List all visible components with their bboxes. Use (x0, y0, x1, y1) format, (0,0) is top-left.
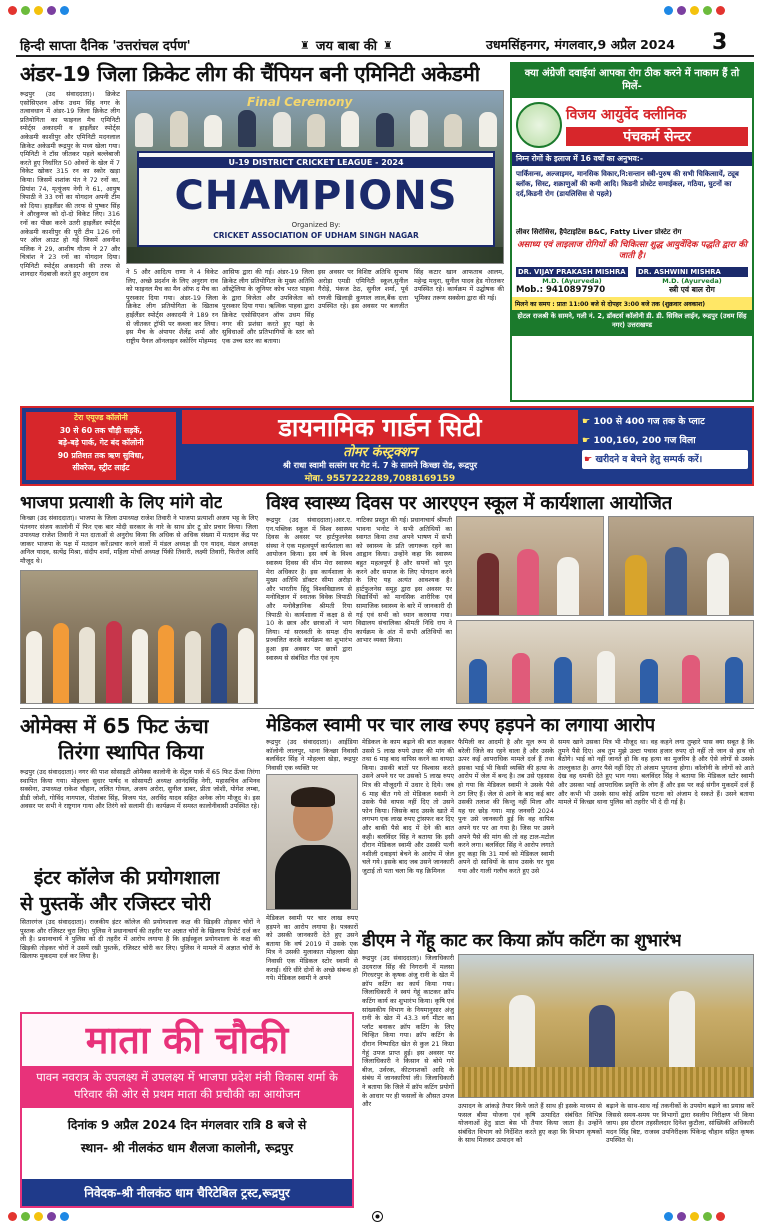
slogan-text: जय बाबा की (315, 39, 378, 54)
ad-right-item (582, 450, 748, 469)
paper-name: हिन्दी साप्ता दैनिक 'उत्तरांचल दर्पण' (20, 39, 191, 54)
story3-col2: नाटिका प्रस्तुत की गई। प्रधानाचार्य श्रीमती भावना भनोट ने सभी अतिथियों का स्वागत किया तथा अपने भाषण में सभी को स्वास्थ्य के प्रति जागरूक रहने का आह्वान किया। उन्होंने कहा कि स्वास्थ्य बहुत महत्वपूर्ण है और सपनों को पूरा करने और समाज के लिए योगदान करने के लिए यह अत्यंत आवश्यक है। हार्टफुलनेस समूह द्वारा इस अवसर पर विद्यार्थियों को मानसिक शारीरिक एवं सामाजिक स्वास्थ्य के बारे में जानकारी दी गई एवं सभी को ध्यान करवाया गया। विद्यालय संचालिका श्रीमती निधि राय ने कार्यक्रम के अंत में सभी अतिथियों का आभार व्यक्त किया। (356, 516, 452, 645)
ad-subtitle: तोमर कंस्ट्रक्शन (343, 445, 417, 460)
doctor2-degree: M.D. (Ayurveda) (662, 277, 722, 285)
story7-col1: रूद्रपुर (उद संवाददाता)। जिलाधिकारी उदयराज सिंह की निगरानी में मलसा गिरधरपुर के कृषक अंजु रानी के खेत में क्रॉप कटिंग का कार्य किया गया। जिलाधिकारी ने स्वयं गेहूं काटकर क्रॉप कटिंग कार्य का शुभारंभ किया। कृषि एवं सांख्यकीय विभाग के नियमानुसार अंजु रानी के खेत में 43.3 वर्ग मीटर का प्लॉट बनाकर क्रॉप कटिंग के लिए चिन्हित किया गया। क्रॉप कटिंग के दौरान निष्पादित खेत से कुल 21 किग्रा गेहूं उपज प्राप्त हुई। इस अवसर पर जिलाधिकारी ने किसान से बोये गये बीज, उर्वरक, कीटनाशकों आदि के संबंध में जानकारियां ली। जिलाधिकारी ने बताया कि जिले में क्रॉप कटिंग प्रयोगों के आधार पर ही फसलों के औसत उपज और (362, 954, 454, 1109)
liver-line: लीवर सिरोसिस, हैपेटाइटिस B&C, Fatty Liver प्रोस्टेट रोग (516, 228, 682, 236)
crop-cutting-photo (458, 954, 754, 1098)
dot (34, 6, 43, 15)
front-players (127, 247, 504, 263)
ayurved-ad (510, 62, 754, 402)
dot (664, 6, 673, 15)
ad-left-line: 30 से 60 तक चौड़ी सड़कें, (59, 425, 143, 435)
header-rule (16, 55, 754, 57)
story6-col4: समय खाने उसका मित्र भी मौजूद था। वह कहने लगा तुम्हारे पास क्या सबूत है कि तुमने पैसे दिए। अब तुम मुझे उल्टा पचास हजार रुपए दो नहीं तो जान से हाथ धो बैठोगे। भाई को नहीं जानते हो कि वह हत्या का मुजरिम है और ऐसे लोगों से उसके ताल्लुकात है। अगर पैसे नहीं दिए तो अंजाम भुगतना होगा। कॉलोनी के लोगों को आते देख वह धमकी देते हुए भाग गया। बलविंदर सिंह ने बताया कि मेडिकल स्टोर स्वामी और उसका भाई आपराधिक प्रवृत्ति के लोग हैं और इस पर कई संगीन मुकदमें दर्ज हैं और कभी भी उसके साथ कोई अप्रिय घटना को अंजाम दे सकते हैं। उसने बताया मामले में किच्छा थाना पुलिस को तहरीर भी दे दी गई है। (558, 738, 754, 807)
ad-left-line: 90 प्रतिशत तक ऋण सुविधा, (57, 450, 145, 460)
story6-headline: मेडिकल स्वामी पर चार लाख रुपए हड़पने का लगाया आरोप (266, 715, 655, 736)
ad-right-item (582, 431, 748, 450)
story1-headline: अंडर-19 जिला क्रिकेट लीग की चैंपियन बनी एमिनिटी अकेडमी (20, 62, 480, 86)
story6-col1b: मेडिकल स्वामी पर चार लाख रुपए हड़पने का आरोप लगाया है। पत्रकारों को उसकी जानकारी देते हुए उसने बताया कि वर्ष 2019 में उसके एक मित्र ने उसकी मुलाकात मोहल्ला खेड़ा निवासी एक मेडिकल स्टोर स्वामी से कराई। धीरे धीरे दोनों के अच्छे संबन्ध हो गये। मेडिकल स्वामी ने अपने (266, 914, 358, 983)
story2-body: किच्छा (उद संवाददाता)। भाजपा के जिला उपाध्यक्ष राजेश तिवारी ने भाजपा प्रत्याशी अजय भट्ट के लिए पंतनगर संजय कालोनी में फिर एक बार मोदी सरकार के नारे के साथ डोर टू डोर प्रचार किया। जिला उपाध्यक्ष राजेश तिवारी ने मत दाताओं से अनुरोध किया कि अधिक से अधिक संख्या में मतदान केंद्र पर जाकर भाजपा के पक्ष में मतदान करें।प्रचार करने वालों में मंडल अध्यक्ष डी एन यादव, मंडल अध्यक्ष अनिल यादव, सत्येंद्र मिश्रा, संदीप शर्मा, महिला मोर्चा अध्यक्ष पिंकी तिवारी, लक्ष्मी तिवारी, फिरोज आदि मौजूद थे। (20, 514, 258, 565)
story4-body: रूद्रपुर (उद संवाददाता)। नगर की पाश सोसाइटी ओमैक्स कालोनी के सेंट्रल पार्क में 65 फिट ऊँचा तिरंगा स्थापित किया गया। मोहल्ला सुधार पार्षद व सोसायटी अध्यक्ष आनंदसिंह नेगी, महासचिव अभिनव सक्सेना, उपाध्यक्ष राकेश चौहान, ललित गोयल, अजय अरोरा, सुनील डाबर, प्रीता जोशी, योगेश लम्बा, डीडी जोशी, गोविंद नागपाल, पीतांबर सिंह, विजय पंत, अरविंद यादव सहित अनेक लोग मौजूद थे। इस अवसर पर सभी ने राष्ट्रगान गाया और तिरंगे को सलामी दी। कार्यक्रम में समस्त कालोनीवासी उपस्थित रहे। (20, 768, 260, 811)
dot (677, 1212, 686, 1221)
doctors-row (512, 265, 752, 297)
person-hair (291, 787, 335, 807)
ayurved-tagline: क्या अंग्रेजी दवाईयां आपका रोग ठीक करने में नाकाम हैं तो मिलें- (512, 64, 752, 98)
mata-date: दिनांक 9 अप्रैल 2024 दिन मंगलवार रात्रि 8 बजे से (67, 1118, 307, 1132)
dot (47, 6, 56, 15)
dot (703, 1212, 712, 1221)
story7-headline: डीएम ने गेंहू काट कर किया क्रॉप कटिंग का शुभारंभ (362, 928, 681, 952)
diseases-list: पार्किंसन्स, अल्जाइमर, मानसिक विकार,नि:सन्तान स्त्री-पुरुष की सभी चिकित्सायें, ट्यूब ब्लॉक, सिस्ट, शक्राणुओं की कमी आदि। किडनी प्रोस्टेट समाईकल, गठिया, घुटनों का दर्द,किडनी रोग (डायलिसिस से पहले) (516, 170, 739, 198)
story2-headline: भाजपा प्रत्याशी के लिए मांगे वोट (20, 493, 223, 513)
doctor2-name: DR. ASHWINI MISHRA (636, 267, 748, 277)
ad-left-box (26, 412, 176, 480)
color-dots-right (664, 6, 725, 15)
dot (47, 1212, 56, 1221)
mata-message: पावन नवरात्र के उपलक्ष्य में उपलक्ष्य में भाजपा प्रदेश मंत्री विकास शर्मा के परिवार की ओर से प्रथम माता की प्रचौकी का आयोजन (22, 1066, 352, 1108)
color-dots-left (8, 6, 69, 15)
ad-mobile: मोबा. 9557222289,7088169159 (304, 474, 456, 484)
story7-col3: बढ़ाने के साथ-साथ नई तकनीकों के उपयोग बढ़ाने का प्रयास करें जिससे समय-समय पर विभागों द्वारा स्थलीय निरीक्षण भी किया जाय। इस दौरान तहसीलदार दिनेश कुटौला, सांख्यिकी अधिकारी मदन सिंह बिष्ट, राजस्व उपनिरीक्षक पिंकेन्द्र चौहान सहित कृषक उपस्थित थे। (606, 1102, 754, 1145)
dot (60, 6, 69, 15)
story5-headline-2: से पुस्तकें और रजिस्टर चोरी (20, 893, 212, 915)
ad-right-text: खरीदने व बेचने हेतु सम्पर्क करें। (595, 454, 703, 465)
doctor2-note: स्त्री एवं बाल रोग (669, 285, 715, 294)
arrow-icon: ☛ (582, 435, 594, 446)
doctor1-degree: M.D. (Ayurveda) (542, 277, 602, 285)
banner-title: CHAMPIONS (174, 173, 458, 219)
mata-venue: स्थान- श्री नीलकंठ धाम शैलजा कालोनी, रूद्रपुर (80, 1141, 294, 1155)
story4-headline-2: तिरंगा स्थापित किया (58, 740, 204, 764)
dynamic-garden-ad (20, 406, 754, 486)
dot (8, 6, 17, 15)
story7-col2: उत्पादन के आंकड़े तैयार किये जाते हैं साथ ही इसके माध्यम से फसल बीमा योजना एवं कृषि उत्पादित संबंधित विभिन्न योजनाओं हेतु डाटा बेस भी तैयार किया जाता है। उन्होंने संबंधित विभाग को निर्देशित करते हुए कहा कि विभाग कृषकों के साथ मिलकर उत्पादन को (458, 1102, 602, 1145)
mata-organizer: निवेदक-श्री नीलकंठ धाम चैरिटेबिल ट्रस्ट,रूद्रपुर (22, 1179, 352, 1206)
cricket-photo (126, 90, 504, 264)
page-number: 3 (712, 30, 728, 55)
dot (716, 1212, 725, 1221)
dot (703, 6, 712, 15)
players-group (127, 107, 504, 147)
story6-col3: फैमिली का आदमी है और मूल रूप से बरेली जिले का रहने वाला है और उसके ऊपर कई आपराधिक मामले दर्ज हैं तथा इसका भाई भी किसी व्यक्ति की हत्या के आरोप में जेल में बन्द है। तब उसे एहसास हो गया कि मेडिकल स्वामी ने उसके पैसे ठग लिए हैं। जेल से आने के बाद कई बार उसकी तलाश की किन्तु नहीं मिला और यह घर छोड़ गया। माह जनवरी 2024 पुनः उसे जानकारी हुई कि वह वापिस अपने घर पर आ गया है। जिस पर उसने अपने पैसे की मांग की तो वह टाल-मटोल करने लगा। बलविंदर सिंह ने आरोप लगाते हुए कहा कि 31 मार्च को मेडिकल स्वामी अपने दो साथियों के साथ उसके घर घुस गया और गाली गलौच करते हुए उसे (458, 738, 554, 875)
banner-association: CRICKET ASSOCIATION OF UDHAM SINGH NAGAR (213, 231, 419, 240)
wheat-field (459, 1067, 754, 1097)
story4-headline-1: ओमेक्स में 65 फिट ऊंचा (20, 714, 209, 738)
doctor1-name: DR. VIJAY PRAKASH MISHRA (516, 267, 628, 277)
arrow-icon: ☛ (582, 416, 594, 427)
story5-headline-1: इंटर कॉलेज की प्रयोगशाला (34, 867, 220, 889)
story1-col3: आसिफ द्वारा की गई। अंडर-19 जिला क्रिकेट लीग प्रतियोगिता के मुख्य अतिथि ऑस्ट्रेलिया के जूनियर कोच भरत पाहवा के द्वारा विजेता और उपविजेता को पुरस्कार दिया गया। ऋत्विक पाहवा द्वारा क्रिकेट एसोसिएशन ऑफ उधम सिंह नगर की प्रशंसा करते हुए यहां के सुविधाओं और प्रतिभागियों के स्तर को एक उच्च स्तर का बताया। (222, 268, 314, 345)
story6-col1: रूद्रपुर (उद संवाददाता)। आईडिया कॉलोनी लालपुर, थाना किच्छा निवासी बलविंदर सिंह ने मोहल्ला खेड़ा, रूद्रपुर निवासी एक व्यक्ति पर (266, 738, 358, 772)
ayurved-slogan: असाध्य एवं लाइलाज रोगियों की चिकित्सा शुद्ध आयुर्वेदिक पद्धति द्वारा की जाती है। (516, 240, 748, 261)
timing-line: मिलने का समय : प्रातः 11:00 बजे से दोपहर 3:00 बजे तक (शुक्रवार अवकाश) (512, 297, 752, 310)
ad-right-text: 100,160, 200 गज विला (593, 435, 696, 446)
story1-col4: इस अवसर पर विशिष्ट अतिथि सुभाष अरोड़ा एमडी एमिनिटी स्कूल,सुनील गैरोड़े, पंकज ठेठ, सुनील शर्मा, पूर्व रणजी खिलाड़ी कुणाल लाल,बैंक दत्ता उपस्थित रहे। इस अवसर पर बलजीत सिंह कटार खान आफताब आलम, महेन्द्र मथुरा, सुनील यादव हेड गोरतकर उपस्थित रहे। कार्यक्रम में उद्घोषक की भूमिका तरूण सक्सेना द्वारा की गई। (318, 268, 504, 311)
bell-icon: ♜ (383, 38, 393, 52)
dot (690, 6, 699, 15)
ad-left-line: बड़े-बड़े पार्क, गेट बंद कॉलोनी (58, 438, 144, 448)
experience-line: निम्न रोगों के इलाज में 16 वर्षों का अनुभव:- (512, 152, 752, 166)
dot (21, 6, 30, 15)
dot (8, 1212, 17, 1221)
medical-person-photo (266, 774, 358, 910)
story1-col2: ने 5 और आदित्य राणा ने 4 विकेट लिए, अच्छे प्रदर्शन के लिए अनुराग राव को फाइनल मैच का मैन ऑफ द मैच का पुरस्कार दिया गया। अंडर-19 जिला क्रिकेट लीग प्रतियोगिता के खिताब हाईलैंडर स्पोर्ट्स अकादमी ने 189 रन से जीतकर ट्रॉफी पर कब्जा कर लिया। इस मैच के अंपायर शैलेंद्र शर्मा और राष्ट्रीय पैनल ऑनलाइन स्कोरिंग मोहम्मद (126, 268, 218, 345)
masthead-slogan (300, 36, 393, 54)
dot (21, 1212, 30, 1221)
official-figure (509, 995, 535, 1075)
leaf-logo-icon (516, 102, 562, 148)
person-body (275, 845, 351, 910)
people-group (21, 613, 258, 703)
ad-left-line: टेरा एयूज्ड कॉलोनी (74, 413, 128, 422)
footer-dots-right (664, 1212, 725, 1221)
banner-league: U-19 DISTRICT CRICKET LEAGUE - 2024 (139, 157, 493, 168)
dot (34, 1212, 43, 1221)
arrow-icon: ☛ (584, 454, 596, 465)
health-day-photo-2 (608, 516, 754, 616)
mata-title: माता की चौकी (22, 1014, 352, 1066)
ad-right-box (582, 412, 748, 480)
center-name: पंचकर्म सेन्टर (566, 127, 748, 146)
story6-col2: मेडिकल के काम बढ़ाने की बात कहकर उससे 5 लाख रुपये उधार की मांग की तथा 6 माह बाद वापिस करने का वायदा किया। उसकी बातों पर विश्वास करते उसने अपने घर पर उसको 5 लाख रुपए मित्र की मौजूदगी में उधार दे दिये। जब 6 माह बीत गये तो मेडिकल स्वामी ने उसके पैसे वापस नहीं दिए तो उसने फोन किया। जिसके बाद उसके खाते में लगभग एक लाख रुपए ट्रांसफर कर दिए और बाकी पैसे बाद में देने की बात कही। बलविंदर सिंह ने बताया कि इसी दौरान मेडिकल स्वामी और उसकी पत्नी नशीली दवाइयां बेचने के आरोप में जेल चले गये। इसके बाद जब उसने जानकारी जुटाई तो पता चला कि यह क्रिमिनल (362, 738, 454, 875)
photo-caption-top: Final Ceremony (247, 95, 353, 109)
ad-address: श्री राधा स्वामी सत्संग घर गेट नं. 7 के सामने किच्छा रोड, रूद्रपुर (282, 460, 478, 470)
story3-col1: रूद्रपुर (उद संवाददाता)।आर.ए. एन.पब्लिक स्कूल में विश्व स्वास्थ्य दिवस के अवसर पर हार्टफुलनेस संस्था ने एक महत्वपूर्ण कार्यशाला का आयोजन किया। इस वर्ष के विश्व स्वास्थ्य दिवस की थीम मेरा स्वास्थ्य मेरा अधिकार है। इस कार्यशाला के मुख्य अतिथि डॉक्टर सीमा अरोड़ा और भारतीय हिंदू विश्वविद्यालय से मनोविज्ञान में स्नातक विवेक त्रिपाठी और मनोवैज्ञानिक श्रीमती रिया त्रिपाठी थे। कार्यशाला में कक्षा 8 से 10 के छात्र और छात्राओं ने भाग लिया। मां सरस्वती के समक्ष दीप प्रज्वलित करके कार्यक्रम का शुभारंभ हुआ इस अवसर पर छात्रों द्वारा स्वास्थ्य से संबंधित गीत एवं नृत्य (266, 516, 352, 662)
health-day-photo-3 (456, 620, 754, 704)
doctor1-mobile: Mob.: 9410897970 (516, 285, 606, 295)
official-figure (669, 991, 695, 1077)
ayurved-address: होटल राजश्री के सामने, गली नं. 2, डॉक्टर्स कॉलोनी डी. डी. सिविल लाईन, रूद्रपुर (उधम सिंह नगर) उत्तराखण्ड (512, 310, 752, 336)
register-mark-icon (372, 1211, 383, 1222)
bell-icon: ♜ (300, 38, 310, 52)
ad-left-line: सीवरेज, स्ट्रीट लाईट (72, 463, 130, 473)
dot (60, 1212, 69, 1221)
health-day-photo-1 (456, 516, 604, 616)
dot (690, 1212, 699, 1221)
clinic-name: विजय आयुर्वेद क्लीनिक (566, 106, 687, 123)
ad-right-text: 100 से 400 गज तक के प्लाट (593, 416, 705, 427)
dateline: उधमसिंहनगर, मंगलवार,9 अप्रैल 2024 (486, 37, 675, 52)
dot (664, 1212, 673, 1221)
ad-title: डायनामिक गार्डन सिटी (182, 410, 578, 444)
dot (716, 6, 725, 15)
bjp-campaign-photo (20, 570, 258, 704)
story5-body: सितारगंज (उद संवाददाता)। राजकीय इंटर कॉलेज की प्रयोगशाला कक्ष की खिड़की तोड़कर चोरों ने पुस्तक और रजिस्टर चुरा लिए। पुलिस ने प्रधानाचार्य की तहरीर पर अज्ञात चोरों के खिलाफ रिपोर्ट दर्ज कर ली है। प्रधानाचार्य ने पुलिस को दी तहरीर में आरोप लगाया है कि हाईस्कूल प्रयोगशाला के कक्ष की खिड़की तोड़कर चोरों ने उसमें रखी पुस्तकें, रजिस्टर चोरी कर लिए। पुलिस ने मामले में अज्ञात चोरों के खिलाफ मुकदमा दर्ज कर लिया है। (20, 918, 260, 961)
dot (677, 6, 686, 15)
ad-right-item (582, 412, 748, 431)
story3-headline: विश्व स्वास्थ्य दिवस पर आरएएन स्कूल में कार्यशाला आयोजित (266, 493, 672, 514)
ayurved-logo-row (512, 98, 752, 152)
footer-dots-left (8, 1212, 69, 1221)
story1-col1: रूद्रपुर (उद संवाददाता)। क्रिकेट एसोसिएशन ऑफ उधम सिंह नगर के तत्वावधान में अंडर-19 जिला क्रिकेट लीग प्रतियोगिता का फाइनल मैच एमिनिटी स्पोर्ट्स अकादमी व हाइलैंडर स्पोर्ट्स अकेडमी काशीपुर और एमिनिटी मदनलाल क्रिकेट अकेडमी रूद्रपुर के मध्य खेला गया। एमिनिटी ने टॉस जीतकर पहले बल्लेबाजी करते हुए निर्धारित 50 ओवरों के खेल में 7 विकेट खोकर 315 रन का स्कोर खड़ा किया। जिसमें शशांक पंत ने 72 रनों का, प्रियांश 74, मृत्युंजय नेगी ने 61, आयुष त्रिपाठी ने 33 रनों का योगदान अपनी टीम को दिया। हाइलैंडर की तरफ से पुष्कर सिंह ने औरकुण्ज को दो-दो विकेट लिए। 316 रनों का पीछा करने उतरी हाइलैंडर स्पोर्ट्स अकेडमी काशीपुर की पूरी टीम 126 रनों पर ऑल आउट हो गई जिसमें अवनीश मलिक ने 29, आशीष गौतम ने 27 और चित्रांश ने 23 रनों का योगदान दिया। एमिनिटी स्पोर्ट्स अकादमी की तरफ से शानदार गेंदबाजी करते हुए अनुराग राव (20, 90, 120, 279)
champions-banner (137, 151, 495, 247)
banner-organized: Organized By: (291, 221, 341, 229)
section-rule (20, 708, 754, 709)
mata-ki-chauki-ad (20, 1012, 354, 1208)
